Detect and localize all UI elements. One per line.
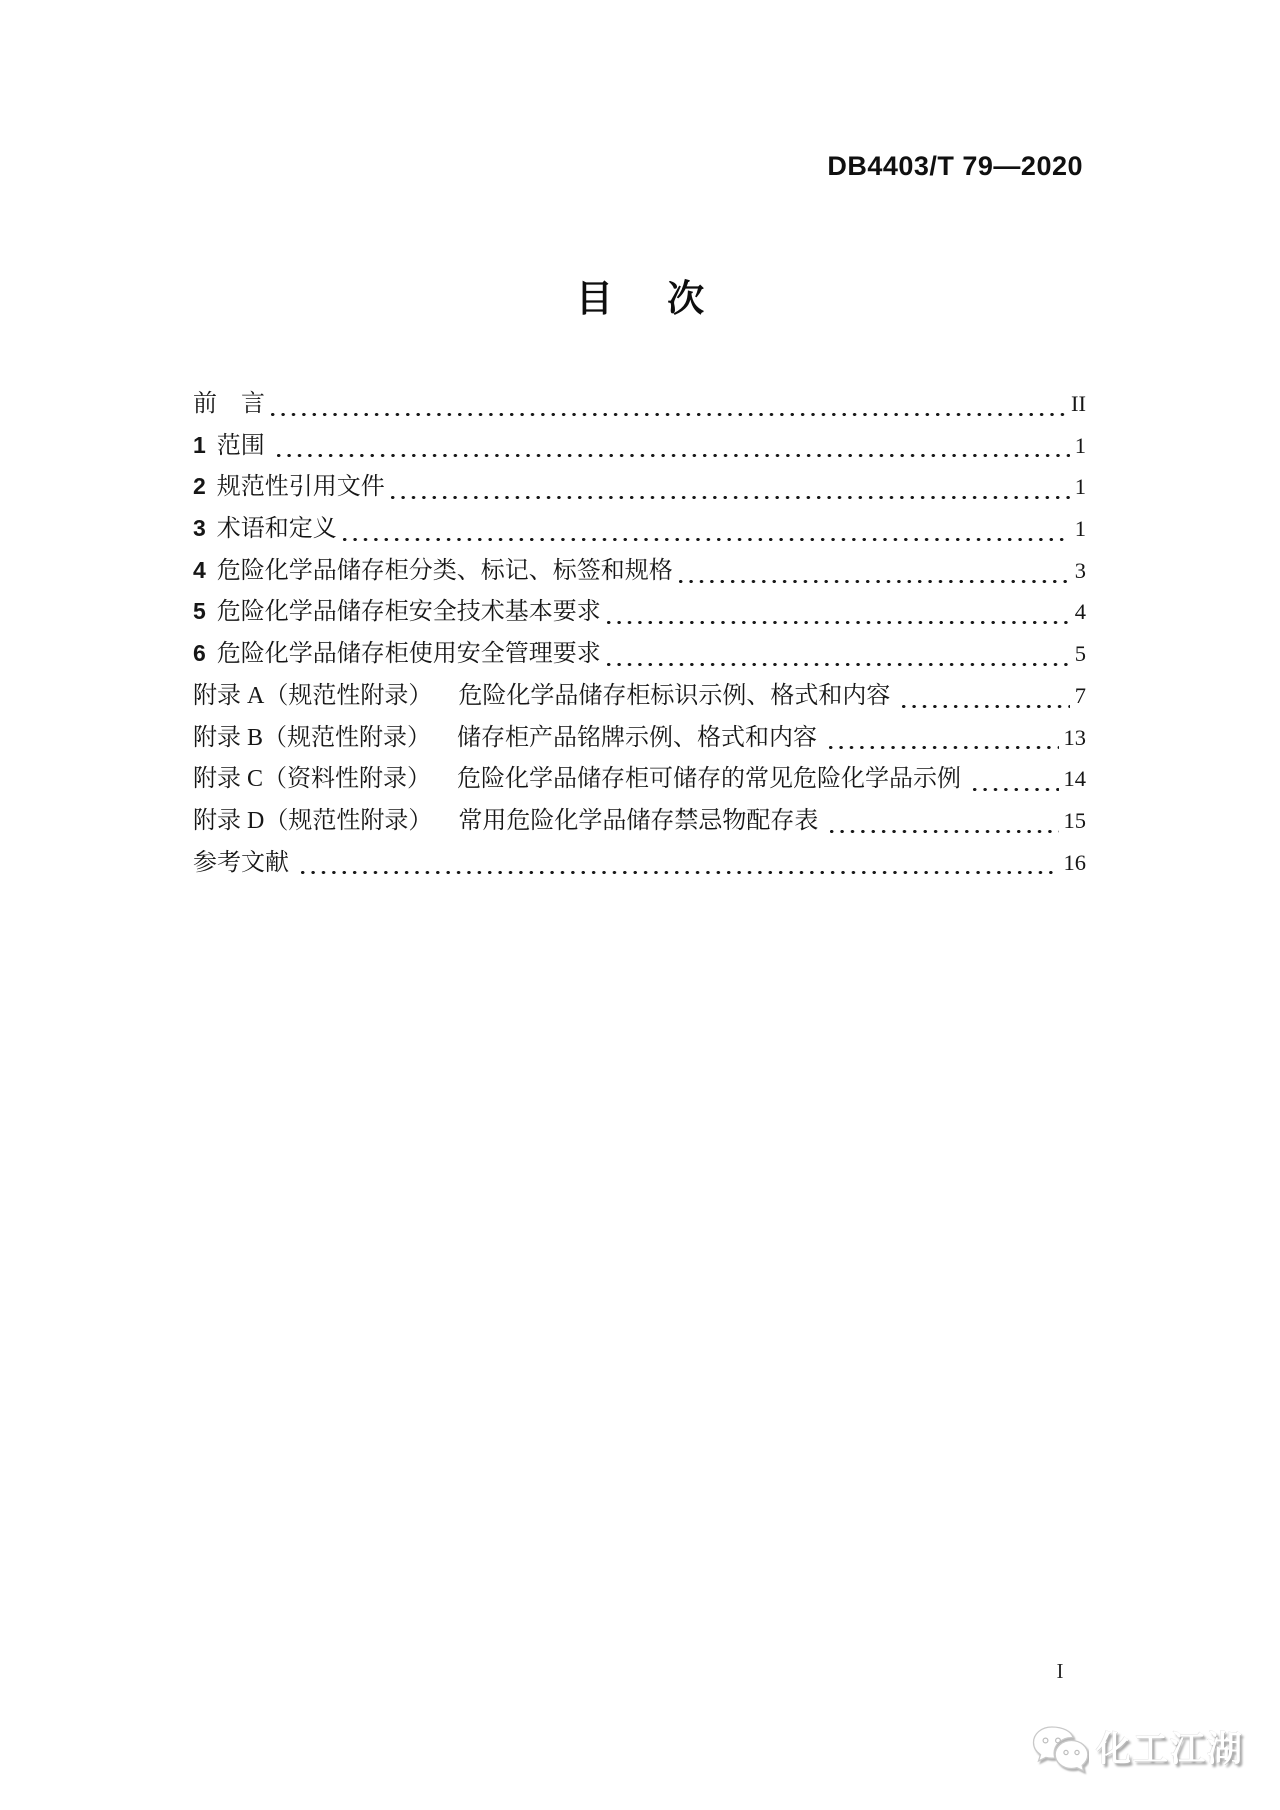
toc-item-number: 4 bbox=[193, 556, 206, 583]
dot-leader bbox=[679, 550, 1072, 592]
toc-row bbox=[193, 633, 1086, 675]
toc-item-page: II bbox=[1071, 391, 1086, 416]
dot-leader bbox=[902, 675, 1071, 717]
standard-code: DB4403/T 79—2020 bbox=[827, 151, 1083, 181]
toc-item-page: 1 bbox=[1074, 516, 1086, 542]
toc-row bbox=[193, 425, 1086, 467]
toc-item-page: 13 bbox=[1063, 724, 1086, 750]
toc-item-label: 危险化学品储存柜使用安全管理要求 bbox=[216, 641, 601, 668]
toc-list bbox=[193, 383, 1086, 883]
dot-leader bbox=[277, 425, 1072, 467]
toc-item-subtitle: 危险化学品储存柜标识示例、格式和内容 bbox=[458, 682, 897, 709]
toc-row bbox=[193, 758, 1086, 800]
dot-leader bbox=[973, 758, 1060, 800]
dot-leader bbox=[343, 508, 1072, 550]
watermark-brand-text: 化工江湖 bbox=[1095, 1730, 1244, 1769]
toc-item-number: 3 bbox=[193, 515, 206, 542]
toc-item-subtitle: 危险化学品储存柜可储存的常见危险化学品示例 bbox=[457, 766, 968, 793]
dot-leader bbox=[607, 591, 1072, 633]
toc-row bbox=[193, 508, 1086, 550]
dot-leader bbox=[607, 633, 1072, 675]
page-number: I bbox=[1056, 1659, 1064, 1683]
toc-item-number: 5 bbox=[193, 598, 206, 625]
wechat-icon bbox=[1031, 1723, 1089, 1777]
toc-row bbox=[193, 550, 1086, 592]
toc-row bbox=[193, 675, 1086, 717]
dot-leader bbox=[830, 800, 1060, 842]
toc-item-page: 16 bbox=[1063, 849, 1086, 875]
toc-item-page: 14 bbox=[1063, 766, 1086, 792]
dot-leader bbox=[391, 466, 1072, 508]
toc-item-page: 15 bbox=[1063, 807, 1086, 833]
dot-leader bbox=[301, 842, 1061, 884]
toc-item-label: 附录 C（资料性附录） bbox=[193, 766, 432, 793]
toc-item-page: 5 bbox=[1074, 641, 1086, 667]
toc-item-number: 6 bbox=[193, 640, 206, 667]
dot-leader bbox=[271, 383, 1068, 425]
toc-row bbox=[193, 591, 1086, 633]
toc-item-label: 附录 B（规范性附录） bbox=[193, 724, 432, 751]
toc-row bbox=[193, 466, 1086, 508]
toc-item-label: 前 言 bbox=[193, 391, 265, 417]
toc-item-page: 3 bbox=[1074, 557, 1086, 583]
page-title: 目 次 bbox=[575, 278, 705, 319]
toc-item-subtitle: 储存柜产品铭牌示例、格式和内容 bbox=[457, 724, 824, 751]
toc-item-page: 1 bbox=[1074, 474, 1086, 500]
toc-row bbox=[193, 383, 1086, 425]
toc-item-label: 危险化学品储存柜分类、标记、标签和规格 bbox=[216, 557, 673, 584]
toc-item-number: 1 bbox=[193, 431, 206, 458]
toc-item-label: 危险化学品储存柜安全技术基本要求 bbox=[216, 599, 601, 626]
toc-row bbox=[193, 842, 1086, 884]
toc-item-page: 4 bbox=[1074, 599, 1086, 625]
toc-item-label: 范围 bbox=[216, 432, 271, 459]
toc-row bbox=[193, 800, 1086, 842]
toc-item-label: 术语和定义 bbox=[216, 516, 337, 543]
toc-item-number: 2 bbox=[193, 473, 206, 500]
toc-item-label: 规范性引用文件 bbox=[216, 474, 385, 501]
toc-item-subtitle: 常用危险化学品储存禁忌物配存表 bbox=[458, 807, 825, 834]
toc-item-label: 附录 D（规范性附录） bbox=[193, 807, 433, 834]
toc-item-page: 7 bbox=[1074, 682, 1086, 708]
toc-item-label: 参考文献 bbox=[193, 849, 295, 876]
watermark bbox=[1031, 1722, 1244, 1778]
toc-row bbox=[193, 717, 1086, 759]
toc-item-page: 1 bbox=[1074, 432, 1086, 458]
dot-leader bbox=[829, 717, 1060, 759]
toc-item-label: 附录 A（规范性附录） bbox=[193, 682, 433, 709]
